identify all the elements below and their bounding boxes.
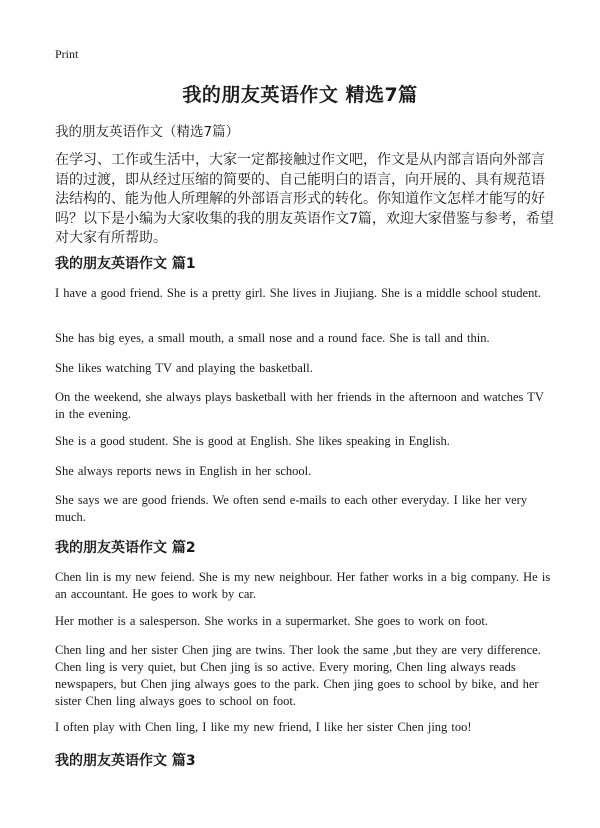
page-title: 我的朋友英语作文 精选7篇 xyxy=(182,84,418,106)
section-3-heading: 我的朋友英语作文 篇3 xyxy=(55,753,196,769)
paragraph: On the weekend, she always plays basketball with her friends in the afternoon and watches TV in the evening. xyxy=(55,390,544,421)
paragraph: I often play with Chen ling, I like my new friend, I like her sister Chen jing too! xyxy=(55,720,472,734)
paragraph: She says we are good friends. We often send e-mails to each other everyday. I like her very much. xyxy=(55,493,528,524)
paragraph: She is a good student. She is good at English. She likes speaking in English. xyxy=(55,434,450,448)
section-1-heading: 我的朋友英语作文 篇1 xyxy=(55,256,196,272)
section-2-heading: 我的朋友英语作文 篇2 xyxy=(55,540,196,556)
subtitle: 我的朋友英语作文（精选7篇） xyxy=(55,124,240,140)
paragraph: She always reports news in English in her school. xyxy=(55,464,312,478)
paragraph: Her mother is a salesperson. She works in a supermarket. She goes to work on foot. xyxy=(55,614,488,628)
print-label[interactable]: Print xyxy=(55,47,79,61)
paragraph: I have a good friend. She is a pretty girl. She lives in Jiujiang. She is a middle school student. xyxy=(55,286,541,300)
intro-paragraph: 在学习、工作或生活中，大家一定都接触过作文吧，作文是从内部言语向外部言语的过渡，即从经过压缩的简要的、自己能明白的语言，向开展的、具有规范语法结构的、能为他人所理解的外部语言形式的转化。你知道作文怎样才能写的好吗？以下是小编为大家收集的我的朋友英语作文7篇，欢迎大家借鉴与参考，希望对大家有所帮助。 xyxy=(55,152,554,246)
paragraph: Chen ling and her sister Chen jing are twins. Ther look the same ,but they are very difference. Chen ling is very quiet, but Chen jing is so active. Every moring, Chen ling always reads newspapers, but Chen jing always goes to the park. Chen jing goes to school by bike, and her sister Chen ling always goes to school on foot. xyxy=(55,643,541,708)
paragraph: She likes watching TV and playing the basketball. xyxy=(55,361,313,375)
paragraph: She has big eyes, a small mouth, a small nose and a round face. She is tall and thin. xyxy=(55,331,490,345)
paragraph: Chen lin is my new feiend. She is my new neighbour. Her father works in a big company. He is an accountant. He goes to work by car. xyxy=(55,570,551,601)
